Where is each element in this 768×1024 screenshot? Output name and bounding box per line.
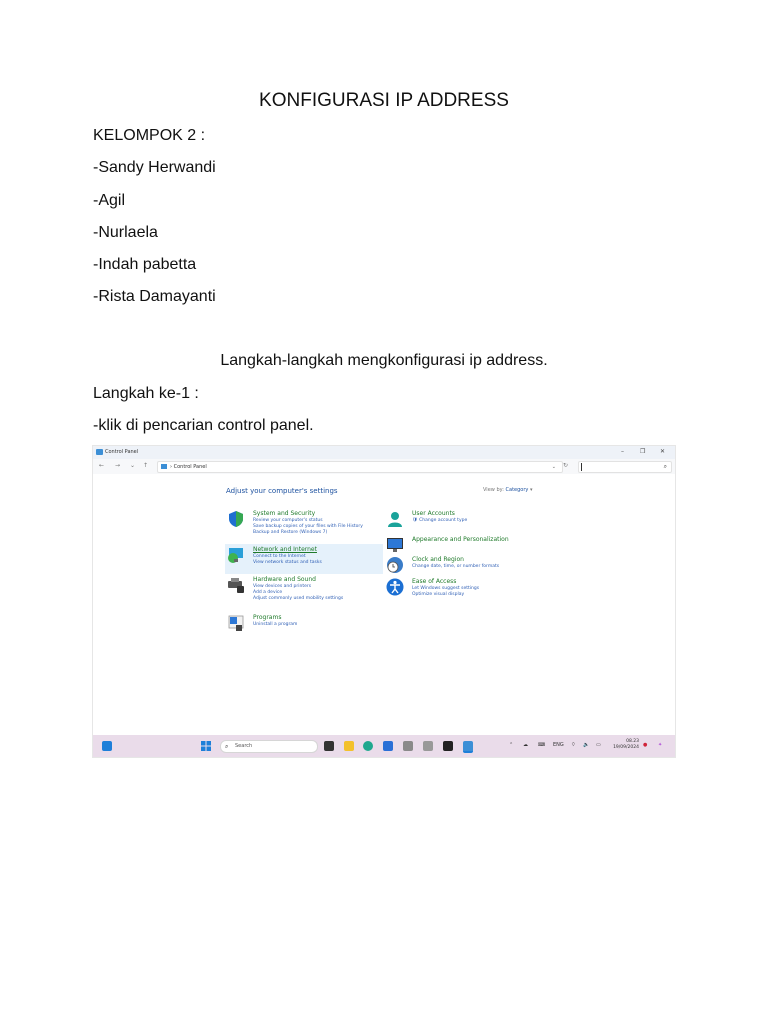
view-by-label: View by: bbox=[483, 487, 504, 493]
battery-icon[interactable]: ▭ bbox=[596, 742, 601, 748]
category-hardware-and-sound[interactable] bbox=[227, 576, 377, 606]
close-icon[interactable]: ✕ bbox=[660, 448, 666, 455]
member-2: -Agil bbox=[93, 192, 126, 209]
category-title[interactable]: Clock and Region bbox=[412, 556, 464, 563]
category-link[interactable]: Save backup copies of your files with File History bbox=[253, 524, 363, 529]
view-by-value[interactable]: Category bbox=[505, 487, 529, 493]
member-3: -Nurlaela bbox=[93, 224, 158, 241]
section-title: Langkah-langkah mengkonfigurasi ip address. bbox=[220, 352, 548, 369]
category-ease-of-access[interactable] bbox=[386, 578, 536, 602]
category-link[interactable]: Uninstall a program bbox=[253, 622, 298, 627]
window-title: Control Panel bbox=[105, 449, 139, 455]
copilot-icon[interactable]: ✦ bbox=[658, 742, 663, 748]
widgets-icon[interactable] bbox=[102, 741, 112, 751]
category-link[interactable]: Let Windows suggest settings bbox=[412, 586, 480, 591]
cloud-icon[interactable]: ☁ bbox=[523, 742, 528, 748]
category-title[interactable]: Appearance and Personalization bbox=[412, 536, 509, 543]
clock-date: 19/09/2024 bbox=[613, 745, 639, 750]
category-user-accounts[interactable] bbox=[386, 510, 536, 530]
address-row bbox=[93, 459, 675, 474]
text-caret bbox=[581, 463, 582, 471]
back-arrow-icon[interactable]: ← bbox=[99, 462, 105, 469]
category-link[interactable]: 🛡 Change account type bbox=[412, 518, 468, 523]
member-5: -Rista Damayanti bbox=[93, 288, 216, 305]
app-icon[interactable] bbox=[403, 741, 413, 751]
category-link[interactable]: Connect to the Internet bbox=[253, 554, 306, 559]
taskbar-search[interactable] bbox=[220, 740, 318, 753]
category-title[interactable]: Ease of Access bbox=[412, 578, 457, 585]
category-network-and-internet[interactable] bbox=[227, 546, 377, 572]
clock-globe-icon bbox=[386, 556, 404, 574]
taskbar-clock[interactable] bbox=[607, 739, 639, 751]
address-path: › Control Panel bbox=[170, 464, 207, 470]
up-arrow-icon[interactable]: ↑ bbox=[143, 462, 149, 469]
chevron-up-icon[interactable]: ⌃ bbox=[509, 742, 514, 748]
clock-time: 08.23 bbox=[626, 739, 639, 744]
category-link[interactable]: Review your computer's status bbox=[253, 518, 323, 523]
dropbox-icon[interactable] bbox=[443, 741, 453, 751]
category-link[interactable]: View devices and printers bbox=[253, 584, 312, 589]
network-globe-icon bbox=[227, 546, 245, 564]
step-text: -klik di pencarian control panel. bbox=[93, 417, 314, 434]
control-panel-icon bbox=[161, 464, 167, 469]
minimize-icon[interactable]: – bbox=[621, 448, 624, 455]
printer-icon bbox=[227, 576, 245, 594]
accessibility-icon bbox=[386, 578, 404, 596]
view-by[interactable]: View by: Category ▾ bbox=[483, 487, 533, 493]
wifi-icon[interactable]: ⌔ bbox=[571, 742, 576, 748]
file-explorer-icon[interactable] bbox=[344, 741, 354, 751]
notification-icon[interactable]: ● bbox=[643, 742, 648, 748]
category-link[interactable]: Adjust commonly used mobility settings bbox=[253, 596, 344, 601]
search-icon[interactable]: ⌕ bbox=[663, 463, 667, 470]
speaker-icon[interactable]: 🔈 bbox=[583, 742, 590, 748]
monitor-icon bbox=[386, 536, 404, 554]
member-1: -Sandy Herwandi bbox=[93, 159, 216, 176]
edge-icon[interactable] bbox=[363, 741, 373, 751]
category-title[interactable]: Hardware and Sound bbox=[253, 576, 316, 583]
control-panel-taskbar-icon[interactable] bbox=[463, 741, 473, 753]
shield-icon bbox=[227, 510, 245, 528]
start-icon[interactable] bbox=[201, 741, 211, 751]
category-link[interactable]: Change date, time, or number formats bbox=[412, 564, 500, 569]
taskbar-search-placeholder: Search bbox=[235, 743, 253, 749]
category-link[interactable]: Optimize visual display bbox=[412, 592, 465, 597]
forward-arrow-icon[interactable]: → bbox=[115, 462, 121, 469]
category-link[interactable]: Backup and Restore (Windows 7) bbox=[253, 530, 328, 535]
category-title[interactable]: Programs bbox=[253, 614, 282, 621]
control-panel-icon bbox=[96, 449, 103, 455]
app-icon[interactable] bbox=[423, 741, 433, 751]
store-icon[interactable] bbox=[383, 741, 393, 751]
programs-icon bbox=[227, 614, 245, 632]
search-icon: ⌕ bbox=[225, 743, 229, 750]
address-dropdown-icon[interactable]: ⌄ bbox=[551, 464, 556, 470]
refresh-icon[interactable]: ↻ bbox=[563, 462, 569, 469]
address-bar[interactable] bbox=[157, 461, 563, 473]
document-title: KONFIGURASI IP ADDRESS bbox=[259, 90, 509, 111]
category-system-and-security[interactable] bbox=[227, 510, 377, 540]
group-label: KELOMPOK 2 : bbox=[93, 127, 206, 144]
category-link[interactable]: View network status and tasks bbox=[253, 560, 322, 565]
category-title[interactable]: Network and Internet bbox=[253, 546, 317, 553]
maximize-icon[interactable]: ❐ bbox=[640, 448, 646, 455]
category-title[interactable]: User Accounts bbox=[412, 510, 455, 517]
keyboard-icon[interactable]: ⌨ bbox=[538, 742, 546, 748]
control-panel-screenshot bbox=[93, 446, 675, 757]
category-appearance-and-personalization[interactable] bbox=[386, 536, 536, 554]
recent-dropdown-icon[interactable]: ⌄ bbox=[130, 462, 136, 469]
category-link[interactable]: Add a device bbox=[253, 590, 283, 595]
user-icon bbox=[386, 510, 404, 528]
category-title[interactable]: System and Security bbox=[253, 510, 316, 517]
task-view-icon[interactable] bbox=[324, 741, 334, 751]
windows-taskbar bbox=[93, 735, 675, 757]
category-clock-and-region[interactable] bbox=[386, 556, 536, 576]
category-programs[interactable] bbox=[227, 614, 377, 634]
search-input[interactable] bbox=[578, 461, 672, 473]
step-label: Langkah ke-1 : bbox=[93, 385, 199, 402]
member-4: -Indah pabetta bbox=[93, 256, 197, 273]
language-indicator[interactable]: ENG bbox=[553, 742, 564, 748]
window-titlebar bbox=[93, 446, 675, 459]
page-heading: Adjust your computer's settings bbox=[226, 487, 338, 495]
